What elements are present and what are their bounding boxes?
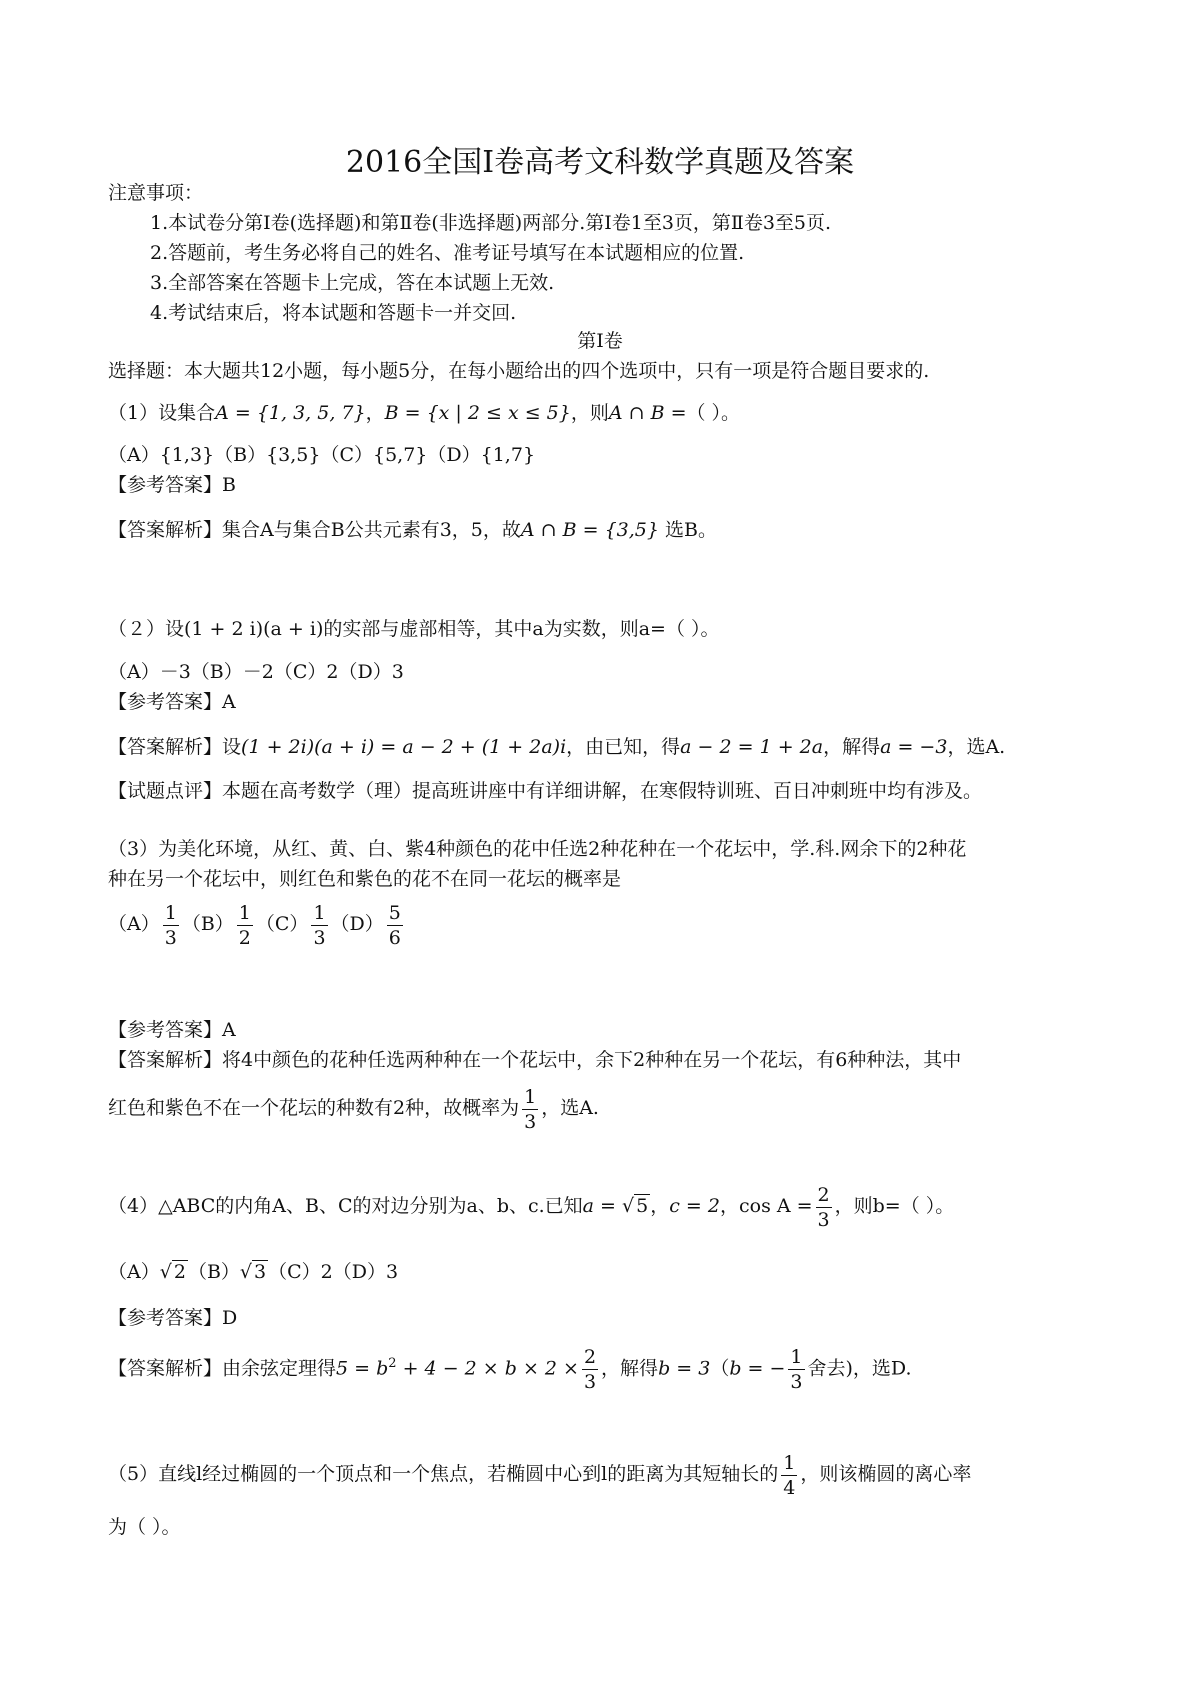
q4-c-expr: c = 2 (669, 1195, 720, 1217)
q4-opt-rest: （C）2（D）3 (268, 1261, 399, 1283)
notice-item-2: 2.答题前，考生务必将自己的姓名、准考证号填写在本试题相应的位置. (150, 242, 745, 264)
q3-frac-b-den: 2 (238, 926, 251, 949)
q4-analysis-prefix: 由余弦定理得 (222, 1357, 337, 1380)
q3-frac-c-num: 1 (313, 901, 326, 924)
q1-sep1: ， (365, 402, 385, 424)
q4-analysis-frac2-num: 1 (790, 1345, 803, 1368)
q3-analysis-frac-den: 3 (524, 1110, 537, 1133)
q3-options (108, 898, 406, 950)
q2-options: （A）－3（B）－2（C）2（D）3 (108, 661, 404, 683)
q1-answer-line (108, 472, 236, 498)
q3-analysis-text2: 红色和紫色不在一个花坛的种数有2种，故概率为 (108, 1097, 520, 1119)
q2-analysis-math2: a − 2 = 1 + 2a (680, 736, 824, 758)
q4-answer-label: 【参考答案】 (108, 1307, 223, 1329)
page-title: 2016全国Ⅰ卷高考文科数学真题及答案 (345, 145, 855, 180)
q3-opt-c: （C） (255, 913, 309, 935)
q1-set-b: B = {x | 2 ≤ x ≤ 5} (384, 402, 571, 424)
q1-answer: B (222, 474, 236, 496)
q3-frac-d (387, 901, 403, 950)
q4-analysis-exp: 2 (388, 1356, 397, 1371)
q1-analysis (108, 517, 717, 543)
q4-sqrt5: √ 5 (622, 1195, 649, 1217)
q4-cos-frac-den: 3 (817, 1208, 830, 1231)
q2-prefix: （２）设 (108, 618, 185, 640)
q1-analysis-label: 【答案解析】 (108, 519, 223, 541)
q5-frac-num: 1 (783, 1451, 796, 1474)
q4-opt-a: （A） (108, 1261, 160, 1283)
instructions: 选择题：本大题共12小题，每小题5分，在每小题给出的四个选项中，只有一项是符合题目要求的. (108, 360, 930, 382)
q4-analysis-math4: b = − (729, 1357, 786, 1380)
q4-answer-line (108, 1305, 237, 1331)
q3-analysis-frac (522, 1085, 538, 1134)
q2-answer: A (222, 691, 236, 713)
notice-item-4: 4.考试结束后，将本试题和答题卡一并交回. (150, 302, 517, 324)
q1-prefix: （1）设集合 (108, 402, 216, 424)
q2-analysis-label: 【答案解析】 (108, 736, 223, 758)
q4-analysis-math1: 5 = b (336, 1357, 389, 1380)
q4-analysis-frac-den: 3 (583, 1370, 597, 1393)
q5-frac-den: 4 (783, 1476, 796, 1499)
q4-cos-expr: cos A = (738, 1195, 813, 1217)
q4-cos-frac-num: 2 (817, 1183, 830, 1206)
q5-suffix: ，则该椭圆的离心率 (800, 1463, 972, 1485)
q2-comment (108, 778, 982, 804)
q4-answer: D (222, 1307, 238, 1329)
q4-sep2: ， (719, 1195, 739, 1217)
q3-frac-b (237, 901, 253, 950)
q4-a-expr: a = (582, 1195, 616, 1217)
q4-opt-b-rad: 3 (254, 1261, 267, 1283)
q3-stem-line2: 种在另一个花坛中，则红色和紫色的花不在同一花坛的概率是 (108, 868, 622, 890)
q2-analysis-mid1: ，由已知，得 (566, 736, 681, 758)
q2-stem (108, 616, 720, 642)
q2-analysis-mid2: ，解得 (823, 736, 881, 758)
q3-frac-d-den: 6 (388, 926, 401, 949)
q4-sep1: ， (650, 1195, 670, 1217)
q3-answer-label: 【参考答案】 (108, 1019, 223, 1041)
q2-answer-label: 【参考答案】 (108, 691, 223, 713)
q1-expr: A ∩ B = (608, 402, 687, 424)
notice-item-3: 3.全部答案在答题卡上完成，答在本试题上无效. (150, 272, 555, 294)
q3-opt-d: （D） (330, 913, 384, 935)
q4-sqrt5-rad: 5 (636, 1195, 649, 1217)
q3-analysis-text1: 将4中颜色的花种任选两种种在一个花坛中，余下2种种在另一个花坛，有6种种法，其中 (222, 1049, 962, 1071)
q3-frac-c (311, 901, 327, 950)
q1-analysis-text: 集合A与集合B公共元素有3，5，故 (222, 519, 521, 541)
q3-frac-b-num: 1 (238, 901, 251, 924)
q4-analysis-frac (582, 1345, 598, 1394)
q2-comment-text: 本题在高考数学（理）提高班讲座中有详细讲解，在寒假特训班、百日冲刺班中均有涉及。 (222, 780, 983, 802)
q3-frac-d-num: 5 (388, 901, 401, 924)
q4-analysis (108, 1338, 912, 1394)
q4-analysis-mid: ，解得 (601, 1357, 659, 1380)
notice-item-1: 1.本试卷分第Ⅰ卷(选择题)和第Ⅱ卷(非选择题)两部分.第Ⅰ卷1至3页，第Ⅱ卷3至5页. (150, 212, 832, 234)
q2-analysis (108, 734, 1005, 760)
q2-answer-line (108, 689, 236, 715)
q2-comment-label: 【试题点评】 (108, 780, 223, 802)
q5-stem-line1 (108, 1448, 971, 1500)
q5-stem-line2: 为（ ）。 (108, 1516, 181, 1538)
q4-opt-a-sqrt: √ 2 (159, 1261, 186, 1283)
q1-options: （A）{1,3}（B）{3,5}（C）{5,7}（D）{1,7} (108, 444, 536, 466)
q4-analysis-label: 【答案解析】 (108, 1357, 223, 1380)
q3-answer-line (108, 1017, 236, 1043)
q4-analysis-math3: b = 3 (658, 1357, 711, 1380)
q2-analysis-math1: (1 + 2i)(a + i) = a − 2 + (1 + 2a)i (241, 736, 567, 758)
q4-opt-b-sqrt: √ 3 (239, 1261, 267, 1283)
q4-analysis-math2: + 4 − 2 × b × 2 × (396, 1357, 579, 1380)
q4-cos-frac (816, 1183, 832, 1232)
q4-stem (108, 1180, 954, 1232)
q1-answer-label: 【参考答案】 (108, 474, 223, 496)
q4-opt-a-rad: 2 (173, 1261, 186, 1283)
q1-set-a: A = {1, 3, 5, 7} (215, 402, 366, 424)
q3-frac-c-den: 3 (313, 926, 326, 949)
q3-stem-line1: （3）为美化环境，从红、黄、白、紫4种颜色的花中任选2种花种在一个花坛中，学.科.网余下的2种花 (108, 838, 967, 860)
q4-suffix: ，则b=（ ）。 (834, 1195, 955, 1217)
q3-answer: A (222, 1019, 236, 1041)
q3-analysis-line2 (108, 1082, 599, 1134)
q1-stem (108, 400, 740, 426)
q3-frac-a-num: 1 (164, 901, 177, 924)
q3-analysis-label: 【答案解析】 (108, 1049, 223, 1071)
q1-suffix: （ ）。 (686, 402, 741, 424)
q4-paren-close: 舍去)，选D. (807, 1357, 912, 1380)
q5-frac (781, 1451, 797, 1500)
q4-analysis-frac2-den: 3 (790, 1370, 803, 1393)
q3-opt-b: （B） (181, 913, 234, 935)
q3-analysis-end: ，选A. (541, 1097, 599, 1119)
q4-opt-b: （B） (187, 1261, 240, 1283)
q5-prefix: （5）直线l经过椭圆的一个顶点和一个焦点，若椭圆中心到l的距离为其短轴长的 (108, 1463, 779, 1485)
q4-paren-open: （ (710, 1357, 730, 1380)
q3-analysis-frac-num: 1 (524, 1085, 537, 1108)
q4-analysis-frac-num: 2 (583, 1345, 597, 1368)
q2-analysis-prefix: 设 (222, 736, 242, 758)
q4-analysis-frac2 (788, 1345, 804, 1394)
q4-options (108, 1259, 398, 1285)
q2-suffix: 的实部与虚部相等，其中a为实数，则a=（ ）。 (323, 618, 720, 640)
q1-analysis-end: 选B。 (665, 519, 717, 541)
q2-analysis-math3: a = −3 (880, 736, 948, 758)
q2-expr: (1 + 2 i)(a + i) (184, 618, 324, 640)
q3-analysis-line1 (108, 1047, 961, 1073)
q1-analysis-math: A ∩ B = {3,5} (520, 519, 659, 541)
notice-heading: 注意事项： (108, 182, 204, 204)
q3-frac-a-den: 3 (164, 926, 177, 949)
q3-frac-a (163, 901, 179, 950)
q4-prefix: （4）△ABC的内角A、B、C的对边分别为a、b、c.已知 (108, 1195, 583, 1217)
section-heading: 第Ⅰ卷 (577, 330, 623, 352)
q2-analysis-end: ，选A. (947, 736, 1006, 758)
q1-sep2: ，则 (570, 402, 609, 424)
q3-opt-a: （A） (108, 913, 160, 935)
